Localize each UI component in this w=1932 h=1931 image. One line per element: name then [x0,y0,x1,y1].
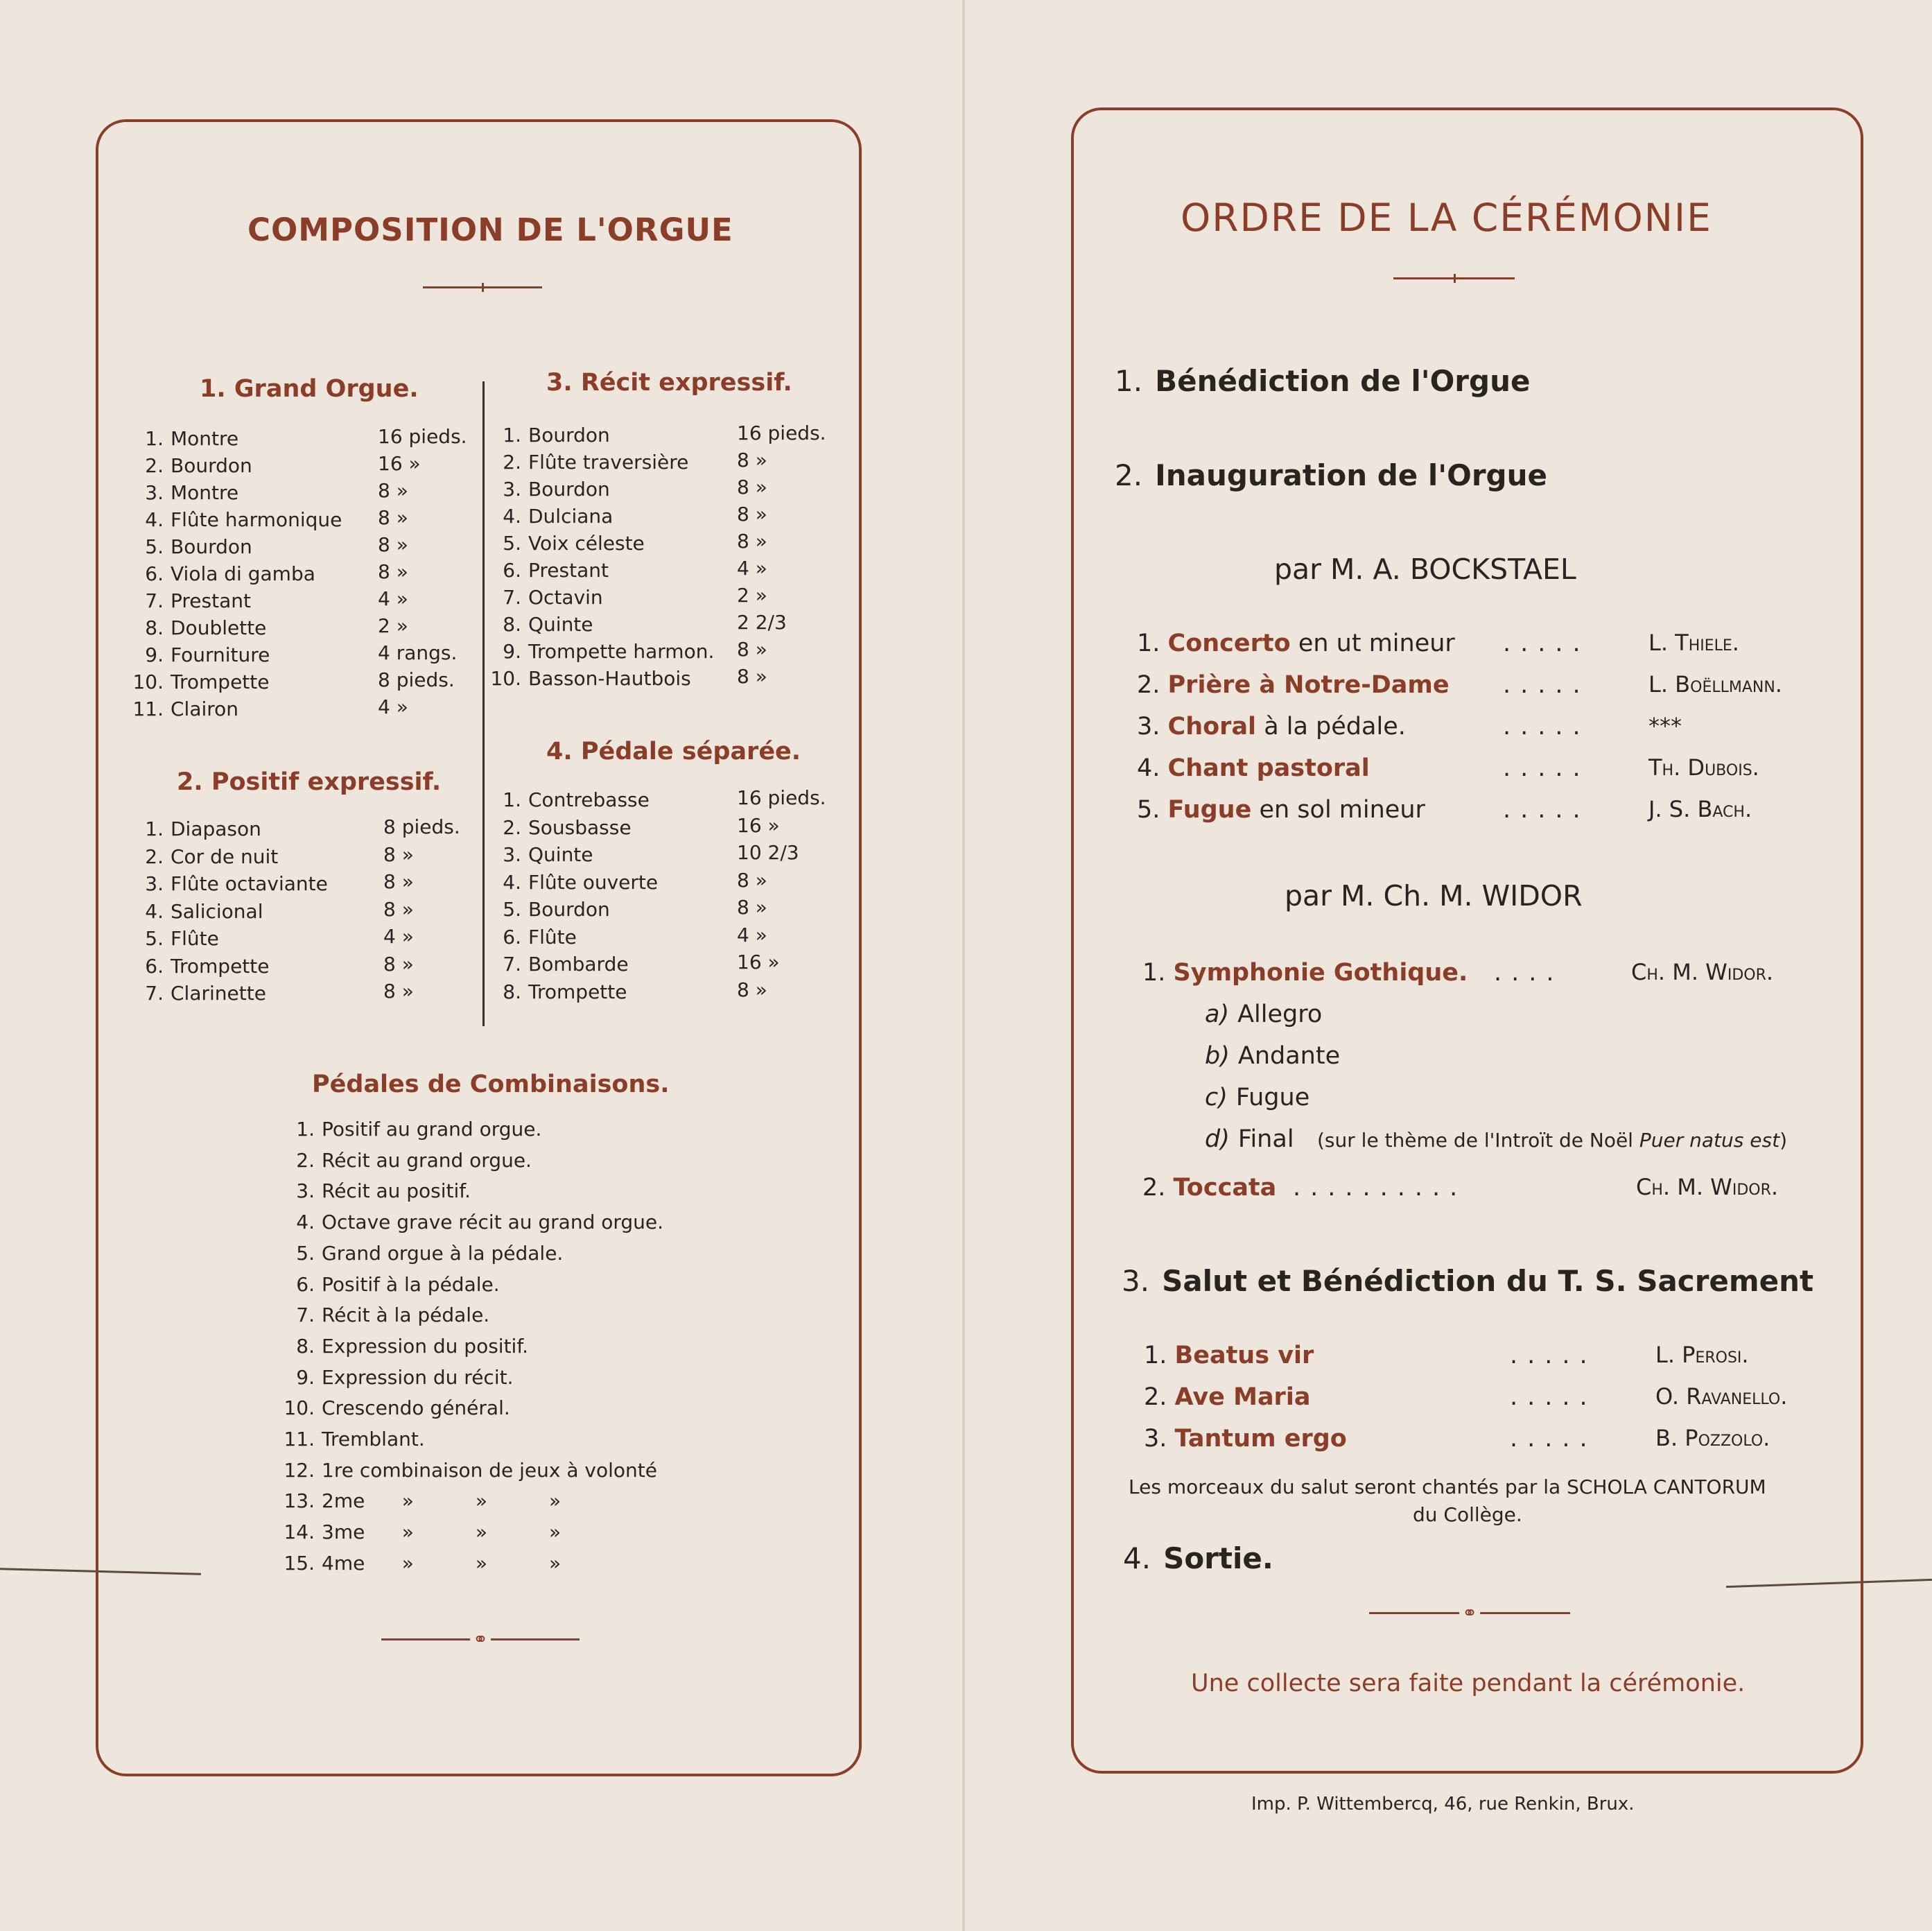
combination-text: Expression du récit. [322,1365,514,1389]
piece-composer: J. S. Bach. [1648,796,1752,822]
stop-number: 3. [145,481,164,504]
pedale-title: 4. Pédale séparée. [546,738,801,765]
stop-number: 2. [145,845,164,868]
combination-number: 4. [296,1211,315,1234]
collecte-note: Une collecte sera faite pendant la cérémonie. [1191,1670,1746,1697]
piece-title: Beatus vir [1174,1342,1314,1369]
ceremony-item-4: 4. Sortie. [1123,1541,1273,1575]
stop-number: 1. [145,427,164,450]
ceremony-order-title: ORDRE DE LA CÉRÉMONIE [1181,196,1712,240]
stop-number: 5. [503,898,521,921]
combination-text: Grand orgue à la pédale. [322,1241,564,1265]
combination-item [277,1366,514,1389]
stop-row [489,584,603,611]
schola-note-line-2: du Collège. [1413,1503,1522,1526]
stop-size: 4 » [378,587,408,610]
program-piece [1144,1425,1347,1453]
movement-item [1205,1084,1309,1111]
stop-size: 2 2/3 [737,611,787,634]
stop-row [132,695,238,722]
combination-text: Positif au grand orgue. [322,1118,542,1141]
stop-size: 8 » [383,842,414,866]
stop-size: 8 » [737,503,767,526]
stop-size: 8 pieds. [383,815,460,838]
stop-name: Bourdon [528,424,610,447]
stop-number: 1. [145,817,164,840]
organ-composition-title: COMPOSITION DE L'ORGUE [247,211,733,248]
stop-size: 10 2/3 [737,841,799,864]
movement-name: Fugue [1235,1084,1310,1111]
stop-size: 2 » [737,584,767,607]
leader-dots: ..... [1503,796,1590,824]
stop-number: 6. [503,559,521,582]
movement-letter: c) [1205,1084,1228,1111]
stop-row [132,815,261,842]
piece-title: Concerto [1167,630,1291,657]
combination-text: 2me » » » [322,1489,562,1513]
stop-name: Prestant [528,559,609,582]
stop-row [132,614,266,641]
stop-name: Trompette harmon. [528,640,715,663]
combination-number: 9. [296,1365,315,1389]
ornament-right: ⚭ [1369,1612,1570,1614]
piece-composer: L. Thiele. [1648,630,1739,656]
combination-number: 11. [284,1428,315,1451]
stop-number: 10. [132,670,164,693]
stop-number: 3. [145,872,164,895]
stop-size: 8 » [383,952,414,976]
stop-row [132,641,270,668]
stop-row [489,841,593,868]
stop-number: 1. [503,424,521,447]
stop-row [489,896,610,923]
combination-text: Tremblant. [322,1428,425,1451]
combination-item [277,1118,541,1141]
ornament-left: ⚭ [381,1638,580,1640]
stop-row [489,951,629,978]
performer-bockstael: par M. A. BOCKSTAEL [1274,553,1576,586]
piece-detail: en ut mineur [1290,630,1455,657]
stop-number: 7. [503,586,521,609]
stop-row [489,422,610,449]
stop-number: 9. [145,643,164,666]
performer-widor: par M. Ch. M. WIDOR [1285,879,1583,912]
center-fold [962,0,965,1931]
ceremony-item-3: 3. Salut et Bénédiction du T. S. Sacrement [1122,1264,1814,1298]
stop-size: 4 rangs. [378,641,458,664]
combination-item [277,1428,425,1451]
program-piece [1137,671,1450,699]
stop-number: 5. [145,535,164,558]
stop-row [489,869,658,896]
stop-row [132,452,252,479]
movement-name: Allegro [1237,1001,1323,1028]
stop-number: 1. [503,788,521,811]
combination-number: 5. [296,1241,315,1265]
stop-size: 16 pieds. [737,422,826,444]
stop-row [132,533,252,560]
movement-item [1205,1001,1322,1028]
stop-name: Bourdon [171,454,252,477]
piece-number: 2. [1144,1383,1175,1411]
stop-name: Flûte harmonique [171,508,342,531]
leader-dots: ..... [1503,671,1590,699]
piece-number: 3. [1144,1425,1175,1453]
piece-title: Ave Maria [1174,1383,1311,1411]
stop-size: 8 » [737,476,767,499]
stop-number: 4. [145,899,164,923]
stop-size: 4 » [737,557,767,580]
stop-row [489,924,577,951]
stop-number: 5. [503,532,521,555]
combination-text: Récit au grand orgue. [322,1148,532,1172]
combination-text: Expression du positif. [322,1334,529,1358]
composer-widor-1: Ch. M. Widor. [1631,959,1774,985]
piece-composer: L. Perosi. [1655,1342,1749,1368]
piece-composer: *** [1648,713,1682,739]
stop-size: 16 » [378,452,421,475]
final-note: (sur le thème de l'Introït de Noël Puer natus est) [1317,1129,1787,1152]
stop-number: 8. [503,613,521,636]
combination-item [277,1335,528,1358]
stop-name: Flûte [528,925,577,949]
stop-size: 8 » [378,560,408,583]
piece-number: 3. [1137,713,1168,741]
stop-row [132,425,238,452]
piece-composer: O. Ravanello. [1655,1383,1788,1410]
stop-row [489,449,688,476]
stop-number: 11. [132,698,164,720]
stop-size: 8 » [737,530,767,553]
combination-number: 6. [296,1272,315,1296]
stop-size: 8 » [383,897,414,921]
title-rule-right [1393,277,1515,279]
combinaisons-title: Pédales de Combinaisons. [312,1071,670,1098]
stop-row [489,611,593,638]
stop-size: 8 » [737,978,767,1001]
combination-number: 14. [284,1521,315,1544]
leader-dots: ..... [1510,1342,1597,1369]
stop-name: Basson-Hautbois [528,667,691,690]
stop-row [132,479,238,506]
stop-name: Trompette [528,980,627,1003]
piece-title: Chant pastoral [1167,754,1370,782]
movement-name: Andante [1237,1042,1341,1070]
leader-dots: ..... [1510,1425,1597,1453]
stop-name: Clarinette [171,982,266,1005]
stop-row [489,665,691,692]
stop-size: 8 » [737,449,767,471]
stop-size: 8 pieds. [378,668,455,691]
piece-title: Fugue [1167,796,1252,824]
stop-row [132,587,251,614]
stop-number: 5. [145,927,164,950]
piece-detail: à la pédale. [1256,713,1406,741]
widor-piece-symphonie: 1. Symphonie Gothique. [1142,959,1468,987]
combination-item [277,1242,563,1265]
stop-name: Voix céleste [528,532,645,555]
stop-name: Viola di gamba [171,562,315,585]
leader-dots: ..... [1503,630,1590,657]
combination-item [277,1273,500,1296]
stop-row [489,978,627,1005]
stop-name: Flûte traversière [528,451,689,474]
program-piece [1137,754,1370,782]
ceremony-item-1: 1. Bénédiction de l'Orgue [1115,364,1531,398]
program-piece [1144,1342,1314,1369]
combination-number: 10. [284,1396,315,1420]
stop-number: 10. [490,667,521,690]
stop-number: 9. [503,640,521,663]
stop-number: 2. [503,451,521,474]
combination-number: 13. [284,1489,315,1513]
piece-number: 1. [1137,630,1168,657]
combination-item [277,1459,657,1482]
stop-number: 7. [145,982,164,1005]
stop-size: 16 » [737,813,780,837]
piece-composer: Th. Dubois. [1648,754,1759,781]
program-piece [1137,796,1425,824]
stop-row [132,506,342,533]
stop-name: Bourdon [528,898,610,921]
stop-name: Fourniture [171,643,270,666]
stop-name: Quinte [528,843,593,866]
stop-name: Bourdon [528,478,610,501]
leader-dots: ..... [1503,713,1590,741]
combination-number: 15. [284,1551,315,1575]
program-piece [1137,630,1455,657]
column-divider [482,381,485,1026]
combination-item [277,1521,561,1543]
leader-dots: .......... [1293,1174,1468,1202]
positif-title: 2. Positif expressif. [177,768,442,796]
stop-row [489,557,609,584]
stop-name: Sousbasse [528,815,632,839]
stop-size: 16 pieds. [737,786,826,809]
stop-row [132,668,269,695]
printer-imprint: Imp. P. Wittembercq, 46, rue Renkin, Brux. [1251,1794,1635,1815]
combination-item [277,1179,471,1202]
piece-detail: en sol mineur [1251,796,1425,824]
stop-size: 8 » [737,868,767,892]
stop-size: 8 » [378,506,408,529]
ceremony-item-2: 2. Inauguration de l'Orgue [1115,458,1548,492]
stop-number: 7. [145,589,164,612]
stop-number: 2. [503,815,521,839]
piece-composer: L. Boëllmann. [1648,671,1782,698]
piece-number: 4. [1137,754,1168,782]
combination-text: Octave grave récit au grand orgue. [322,1211,664,1234]
stop-name: Trompette [171,670,270,693]
stop-size: 8 » [737,896,767,919]
combination-item [277,1396,510,1419]
stop-name: Prestant [171,589,251,612]
stop-size: 4 » [737,923,767,946]
piece-number: 2. [1137,671,1168,699]
widor-piece-toccata: 2. Toccata [1142,1174,1277,1202]
stop-name: Octavin [528,586,603,609]
piece-title: Choral [1167,713,1257,741]
stop-row [489,786,650,813]
stop-row [489,638,714,665]
program-piece [1144,1383,1310,1411]
combination-number: 12. [284,1458,315,1482]
stop-name: Montre [171,481,239,504]
leader-dots: ..... [1503,754,1590,782]
grand-orgue-title: 1. Grand Orgue. [200,375,419,403]
stop-name: Doublette [171,616,267,639]
stop-row [132,953,269,980]
combination-text: 4me » » » [322,1551,562,1575]
stop-number: 4. [503,505,521,528]
combination-item [277,1211,663,1233]
combination-number: 1. [296,1118,315,1141]
combination-item [277,1304,489,1326]
combination-text: 1re combinaison de jeux à volonté [322,1458,657,1482]
piece-number: 1. [1144,1342,1175,1369]
stop-size: 16 » [737,951,780,973]
combination-text: Récit à la pédale. [322,1304,490,1327]
combination-number: 7. [296,1304,315,1327]
combination-item [277,1489,561,1512]
stop-size: 8 » [737,665,767,688]
title-rule-left [423,286,542,288]
stop-row [132,870,328,897]
stop-name: Bombarde [528,953,629,976]
stop-size: 16 pieds. [378,425,467,448]
stop-size: 4 » [383,925,414,948]
movement-item [1205,1125,1294,1153]
stop-size: 4 » [378,695,408,718]
stop-row [489,814,632,841]
stop-number: 2. [145,454,164,477]
stop-name: Bourdon [171,535,252,558]
stop-row [132,898,263,925]
stop-name: Diapason [171,817,261,840]
stop-row [132,980,266,1007]
stop-size: 8 » [378,533,408,556]
stop-name: Cor de nuit [171,845,279,868]
recit-title: 3. Récit expressif. [546,369,792,397]
stop-name: Dulciana [528,505,613,528]
stop-size: 8 » [383,980,414,1003]
program-piece [1137,713,1406,741]
combination-item [277,1552,561,1575]
stop-name: Trompette [171,954,270,978]
leader-dots: ..... [1510,1383,1597,1411]
combination-text: Crescendo général. [322,1396,510,1420]
stop-row [132,843,278,870]
schola-note-line-1: Les morceaux du salut seront chantés par la SCHOLA CANTORUM [1129,1475,1766,1498]
stop-name: Contrebasse [528,788,650,811]
movement-letter: a) [1205,1001,1230,1028]
stop-number: 6. [503,925,521,949]
stop-name: Quinte [528,613,593,636]
stop-number: 4. [145,508,164,531]
combination-number: 2. [296,1148,315,1172]
movement-letter: b) [1205,1042,1230,1070]
movement-item [1205,1042,1340,1070]
stop-number: 8. [503,980,521,1003]
stop-name: Flûte octaviante [171,872,328,895]
stop-number: 6. [145,954,164,978]
leader-dots: .... [1494,959,1564,987]
stop-row [489,503,613,530]
stop-size: 2 » [378,614,408,637]
combination-text: Récit au positif. [322,1179,471,1203]
stop-name: Flûte [171,927,219,950]
stop-number: 4. [503,870,521,894]
stop-size: 8 » [383,870,414,893]
composer-widor-2: Ch. M. Widor. [1636,1174,1779,1200]
stop-number: 8. [145,616,164,639]
movement-name: Final [1237,1125,1294,1153]
stop-row [489,476,610,503]
piece-number: 5. [1137,796,1168,824]
piece-title: Prière à Notre-Dame [1167,671,1450,699]
stop-row [132,925,219,952]
stop-size: 8 » [378,479,408,502]
stop-row [132,560,315,587]
movement-letter: d) [1205,1125,1230,1153]
stop-number: 7. [503,953,521,976]
piece-title: Tantum ergo [1174,1425,1347,1453]
combination-text: Positif à la pédale. [322,1272,500,1296]
combination-number: 3. [296,1179,315,1203]
stop-number: 3. [503,843,521,866]
stop-number: 6. [145,562,164,585]
stop-name: Montre [171,427,239,450]
stop-name: Salicional [171,899,263,923]
stop-row [489,530,645,557]
combination-item [277,1149,532,1172]
stop-name: Clairon [171,698,239,720]
stop-size: 8 » [737,638,767,661]
stop-name: Flûte ouverte [528,870,659,894]
stop-number: 3. [503,478,521,501]
combination-number: 8. [296,1334,315,1358]
combination-text: 3me » » » [322,1521,562,1544]
piece-composer: B. Pozzolo. [1655,1425,1770,1451]
